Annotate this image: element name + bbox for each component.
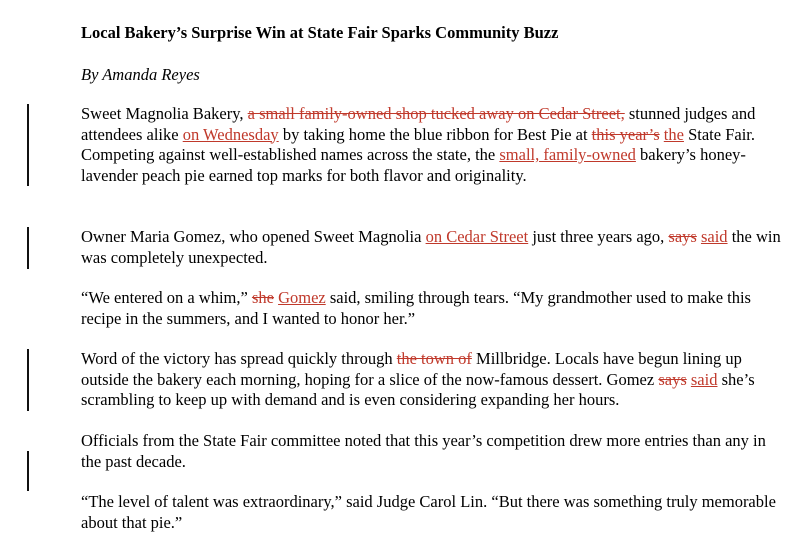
text-run: said, smiling through tears. “My grandmother used to make this recipe in the summers, and I wanted to honor her.” xyxy=(81,288,751,328)
text-run: Sweet Magnolia Bakery, xyxy=(81,104,244,123)
deleted-text: the town of xyxy=(396,349,472,368)
inserted-text: the xyxy=(663,124,684,144)
text-run: just three years ago, xyxy=(532,227,665,246)
inserted-text: Gomez xyxy=(278,288,326,307)
text-run: State Fair. Competing against well-established names across the state, the xyxy=(81,124,755,164)
deleted-text: this year’s xyxy=(591,124,660,144)
change-bar xyxy=(27,104,29,186)
paragraph-5 xyxy=(81,431,781,472)
change-bar xyxy=(27,451,29,491)
text-run: Officials from the State Fair committee noted that this year’s competition drew more entries than any in the past decade. xyxy=(81,431,766,471)
text-run: the win was completely unexpected. xyxy=(81,227,781,267)
text-run: Owner Maria Gomez, who opened Sweet Magnolia xyxy=(81,227,422,246)
paragraph-6 xyxy=(81,492,781,533)
text-run: “We entered on a whim,” xyxy=(81,288,248,307)
change-bar xyxy=(27,349,29,411)
deleted-text: says xyxy=(658,369,687,389)
deleted-text: says xyxy=(668,227,697,246)
text-run: Millbridge. Locals have begun lining up outside the bakery each morning, hoping for a slice of the now-famous dessert. Gomez xyxy=(81,349,742,389)
paragraph-1 xyxy=(81,104,781,186)
change-bar xyxy=(27,227,29,269)
text-run: bakery’s honey-lavender peach pie earned top marks for both flavor and originality. xyxy=(81,145,746,185)
paragraph-4 xyxy=(81,349,781,411)
paragraph-3 xyxy=(81,288,781,329)
article-headline: Local Bakery’s Surprise Win at State Fair Sparks Community Buzz xyxy=(81,23,559,42)
inserted-text: on Wednesday xyxy=(182,124,279,144)
text-run: “The level of talent was extraordinary,” said Judge Carol Lin. “But there was something truly memorable about that pie.” xyxy=(81,492,776,532)
inserted-text: said xyxy=(690,369,718,389)
paragraph-2 xyxy=(81,227,781,268)
deleted-text: a small family-owned shop tucked away on Cedar Street, xyxy=(247,104,625,123)
text-run: Word of the victory has spread quickly through xyxy=(81,349,393,368)
article-byline: By Amanda Reyes xyxy=(81,65,200,84)
text-run: by taking home the blue ribbon for Best Pie at xyxy=(282,124,588,144)
text-run: stunned judges and attendees alike xyxy=(81,104,756,144)
inserted-text: on Cedar Street xyxy=(425,227,529,246)
deleted-text: she xyxy=(251,288,274,307)
inserted-text: small, family-owned xyxy=(499,145,636,164)
text-run: she’s scrambling to keep up with demand and is even considering expanding her hours. xyxy=(81,369,755,409)
inserted-text: said xyxy=(700,227,728,246)
